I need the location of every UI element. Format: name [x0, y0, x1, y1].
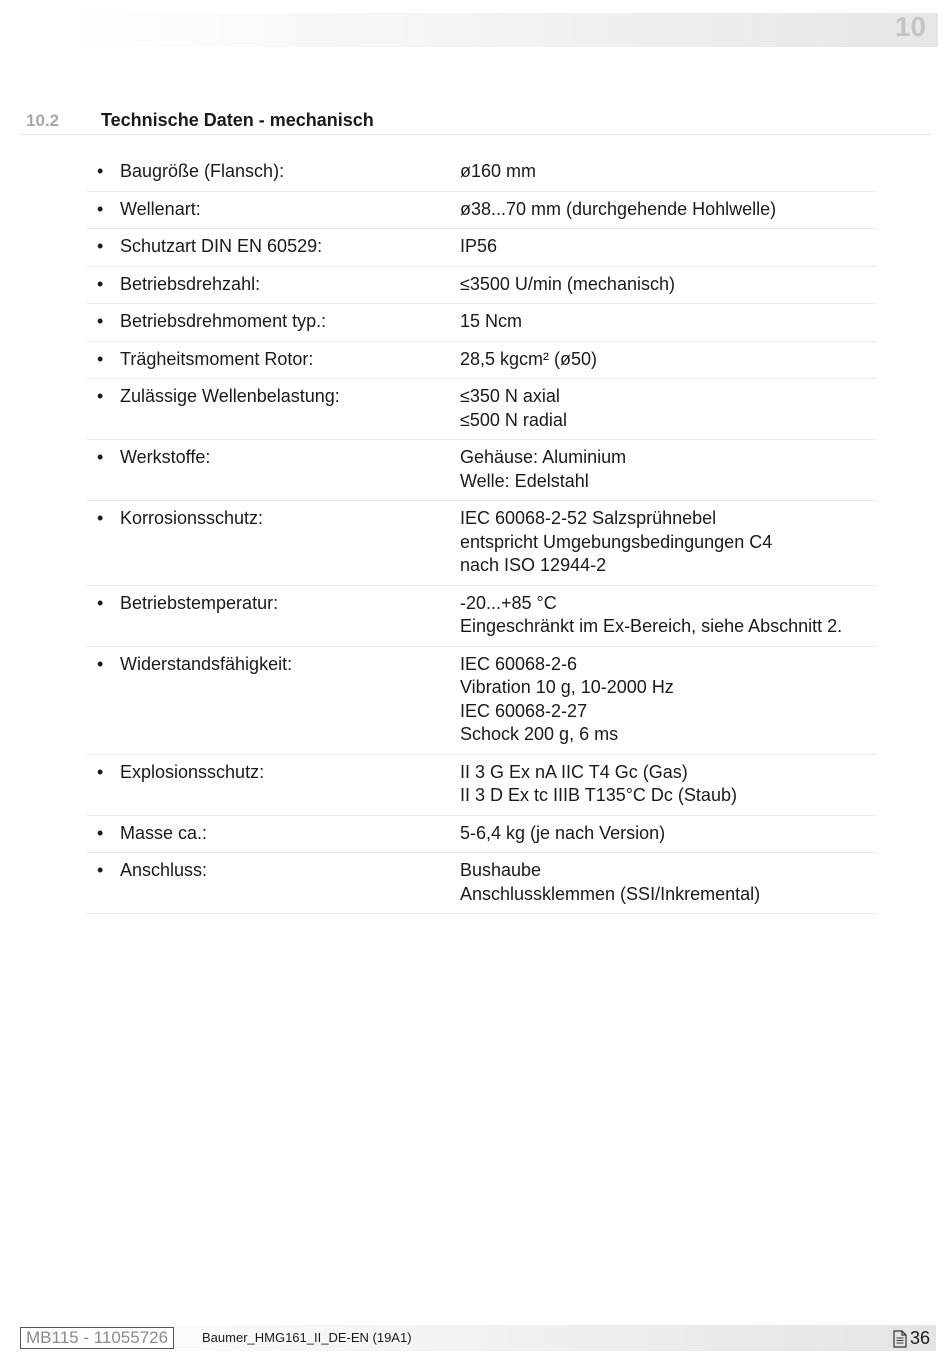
spec-values — [460, 761, 876, 808]
spec-label-cell — [86, 273, 460, 297]
page-indicator — [892, 1328, 930, 1349]
spec-label-cell — [86, 507, 460, 578]
spec-row — [86, 267, 876, 305]
spec-label: Widerstandsfähigkeit: — [120, 653, 293, 674]
spec-values — [460, 592, 876, 639]
spec-label-cell — [86, 859, 460, 906]
spec-label: Werkstoffe: — [120, 447, 211, 467]
spec-label: Baugröße (Flansch): — [120, 161, 285, 181]
page-number: 36 — [909, 1328, 930, 1348]
spec-value: IEC 60068-2-52 Salzsprühnebel — [460, 508, 717, 528]
spec-row — [86, 192, 876, 230]
spec-label: Zulässige Wellenbelastung: — [120, 386, 340, 406]
spec-value: Gehäuse: Aluminium — [460, 447, 627, 467]
spec-row — [86, 440, 876, 501]
spec-row — [86, 379, 876, 440]
spec-list — [86, 154, 876, 914]
spec-value: ø38...70 mm (durchgehende Hohlwelle) — [460, 198, 777, 219]
spec-values — [460, 160, 876, 184]
spec-value: Eingeschränkt im Ex-Bereich, siehe Abschnitt 2. — [460, 616, 843, 636]
spec-label-cell — [86, 235, 460, 259]
spec-label-cell — [86, 160, 460, 184]
spec-label: Korrosionsschutz: — [120, 508, 264, 528]
spec-values — [460, 198, 876, 222]
bullet-icon: • — [97, 860, 104, 880]
spec-values — [460, 507, 876, 578]
spec-label-cell — [86, 348, 460, 372]
spec-label: Schutzart DIN EN 60529: — [120, 236, 323, 256]
doc-code: MB115 - 11055726 — [20, 1327, 174, 1349]
spec-value: Anschlussklemmen (SSI/Inkremental) — [460, 883, 761, 904]
spec-values — [460, 385, 876, 432]
bullet-icon: • — [97, 311, 104, 331]
spec-value: 28,5 kgcm² (ø50) — [460, 348, 598, 369]
spec-values — [460, 348, 876, 372]
spec-values — [460, 446, 876, 493]
spec-value: nach ISO 12944-2 — [460, 555, 607, 575]
bullet-icon: • — [97, 161, 104, 181]
spec-label-cell — [86, 385, 460, 432]
spec-row — [86, 501, 876, 586]
bullet-icon: • — [97, 447, 104, 467]
spec-label: Anschluss: — [120, 860, 208, 880]
bullet-icon: • — [97, 761, 104, 782]
spec-label: Betriebsdrehzahl: — [120, 273, 261, 294]
spec-row — [86, 755, 876, 816]
spec-value: ø160 mm — [460, 161, 537, 181]
spec-value: IEC 60068-2-6 — [460, 653, 578, 674]
spec-value: ≤3500 U/min (mechanisch) — [460, 273, 675, 294]
spec-row — [86, 154, 876, 192]
header-band — [70, 13, 938, 47]
spec-row — [86, 647, 876, 755]
spec-row — [86, 853, 876, 914]
spec-label: Wellenart: — [120, 198, 201, 219]
spec-row — [86, 586, 876, 647]
spec-value: II 3 D Ex tc IIIB T135°C Dc (Staub) — [460, 785, 737, 805]
spec-value: -20...+85 °C — [460, 592, 557, 613]
spec-value: Welle: Edelstahl — [460, 470, 589, 491]
spec-label: Betriebsdrehmoment typ.: — [120, 311, 327, 331]
page-icon — [892, 1330, 908, 1348]
section-title: Technische Daten - mechanisch — [101, 110, 374, 130]
spec-value: Bushaube — [460, 860, 542, 880]
bullet-icon: • — [97, 273, 104, 294]
spec-value: 5-6,4 kg (je nach Version) — [460, 822, 666, 843]
spec-value: Schock 200 g, 6 ms — [460, 724, 619, 744]
spec-row — [86, 229, 876, 267]
bullet-icon: • — [97, 236, 104, 256]
chapter-number: 10 — [894, 11, 926, 42]
section-header — [20, 108, 930, 135]
spec-value: 15 Ncm — [460, 311, 523, 331]
spec-label: Explosionsschutz: — [120, 761, 265, 782]
spec-value: IP56 — [460, 236, 498, 256]
section-number: 10.2 — [26, 111, 60, 130]
spec-values — [460, 859, 876, 906]
spec-row — [86, 304, 876, 342]
bullet-icon: • — [97, 348, 104, 369]
bullet-icon: • — [97, 653, 104, 674]
spec-label-cell — [86, 822, 460, 846]
bullet-icon: • — [97, 198, 104, 219]
spec-row — [86, 342, 876, 380]
spec-label-cell — [86, 592, 460, 639]
spec-values — [460, 310, 876, 334]
spec-label-cell — [86, 198, 460, 222]
spec-values — [460, 235, 876, 259]
spec-value: entspricht Umgebungsbedingungen C4 — [460, 531, 773, 552]
spec-label: Betriebstemperatur: — [120, 592, 279, 613]
bullet-icon: • — [97, 592, 104, 613]
doc-file-name: Baumer_HMG161_II_DE-EN (19A1) — [202, 1330, 412, 1345]
spec-label-cell — [86, 310, 460, 334]
bullet-icon: • — [97, 822, 104, 843]
spec-label: Trägheitsmoment Rotor: — [120, 348, 314, 369]
spec-value: IEC 60068-2-27 — [460, 700, 588, 721]
bullet-icon: • — [97, 386, 104, 406]
spec-value: ≤500 N radial — [460, 409, 567, 430]
bullet-icon: • — [97, 508, 104, 528]
spec-row — [86, 816, 876, 854]
spec-values — [460, 273, 876, 297]
spec-label: Masse ca.: — [120, 822, 208, 843]
spec-label-cell — [86, 446, 460, 493]
spec-value: ≤350 N axial — [460, 386, 560, 406]
spec-value: Vibration 10 g, 10-2000 Hz — [460, 677, 674, 697]
spec-value: II 3 G Ex nA IIC T4 Gc (Gas) — [460, 761, 688, 782]
spec-label-cell — [86, 761, 460, 808]
spec-label-cell — [86, 653, 460, 747]
spec-values — [460, 822, 876, 846]
spec-values — [460, 653, 876, 747]
